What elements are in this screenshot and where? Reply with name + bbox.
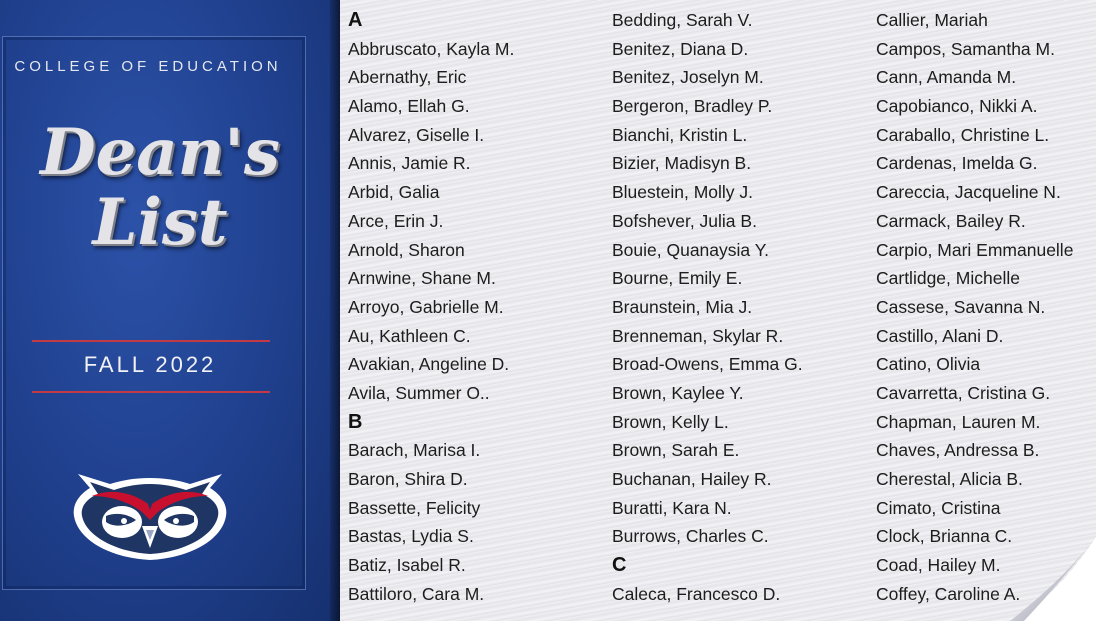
bottom-red-rule	[32, 391, 270, 393]
section-letter: A	[348, 9, 363, 31]
student-name: Callier, Mariah	[876, 10, 988, 30]
student-name: Broad-Owens, Emma G.	[612, 354, 803, 375]
student-name: Bizier, Madisyn B.	[612, 153, 752, 174]
term-label: FALL 2022	[83, 352, 217, 377]
student-name: Caleca, Francesco D.	[612, 583, 781, 604]
page-curl	[1010, 537, 1096, 621]
student-name: Abernathy, Eric	[348, 67, 467, 88]
student-name: Cardenas, Imelda G.	[876, 153, 1038, 174]
student-name: Brown, Sarah E.	[612, 440, 740, 461]
student-name: Caraballo, Christine L.	[876, 124, 1050, 145]
student-name: Bassette, Felicity	[348, 497, 481, 518]
student-name: Cann, Amanda M.	[876, 67, 1017, 88]
section-letter: C	[612, 554, 627, 577]
student-name: Clock, Brianna C.	[876, 526, 1013, 547]
student-name: Battiloro, Cara M.	[348, 583, 485, 604]
college-name: COLLEGE OF EDUCATION	[14, 58, 282, 75]
student-name: Cavarretta, Cristina G.	[876, 382, 1051, 403]
student-name: Benitez, Diana D.	[612, 38, 749, 59]
student-name: Carmack, Bailey R.	[876, 210, 1026, 231]
student-name: Annis, Jamie R.	[348, 153, 471, 174]
student-name: Arbid, Galia	[348, 182, 440, 203]
student-name: Bastas, Lydia S.	[348, 526, 474, 547]
student-name: Buratti, Kara N.	[612, 497, 732, 518]
student-name: Bouie, Quanaysia Y.	[612, 239, 769, 260]
student-name: Bluestein, Molly J.	[612, 182, 754, 203]
student-name: Arnold, Sharon	[348, 239, 465, 260]
name-column-3	[876, 6, 1073, 608]
student-name: Braunstein, Mia J.	[612, 296, 753, 317]
student-name: Catino, Olivia	[876, 354, 981, 375]
student-name: Bianchi, Kristin L.	[612, 124, 748, 145]
student-name: Chapman, Lauren M.	[876, 411, 1041, 432]
title-line-1: Dean's	[40, 115, 280, 190]
student-name: Cartlidge, Michelle	[876, 268, 1020, 289]
name-column-1	[348, 6, 514, 608]
student-name: Alamo, Ellah G.	[348, 96, 470, 117]
student-name: Capobianco, Nikki A.	[876, 96, 1038, 117]
student-name: Abbruscato, Kayla M.	[348, 38, 515, 59]
owl-logo-icon	[70, 470, 230, 562]
student-name: Carpio, Mari Emmanuelle	[876, 239, 1074, 260]
deans-list-title	[10, 115, 310, 260]
student-name: Brown, Kelly L.	[612, 411, 729, 432]
deans-list-panel	[340, 0, 1096, 621]
student-name: Bergeron, Bradley P.	[612, 96, 773, 117]
student-name: Chaves, Andressa B.	[876, 440, 1040, 461]
student-name: Burrows, Charles C.	[612, 526, 769, 547]
student-name: Campos, Samantha M.	[876, 38, 1055, 59]
student-name: Alvarez, Giselle I.	[348, 124, 485, 145]
student-name: Castillo, Alani D.	[876, 325, 1004, 346]
student-name: Cimato, Cristina	[876, 497, 1001, 518]
cover-panel	[0, 0, 340, 621]
student-name: Au, Kathleen C.	[348, 325, 471, 346]
student-name: Barach, Marisa I.	[348, 440, 481, 461]
student-name: Arce, Erin J.	[348, 210, 444, 231]
student-name: Cherestal, Alicia B.	[876, 469, 1023, 489]
student-name: Bedding, Sarah V.	[612, 10, 753, 30]
name-column-2	[612, 6, 803, 608]
student-name: Careccia, Jacqueline N.	[876, 182, 1061, 203]
student-name: Bourne, Emily E.	[612, 268, 743, 289]
student-name: Arnwine, Shane M.	[348, 268, 496, 289]
top-red-rule	[32, 340, 270, 342]
student-name: Buchanan, Hailey R.	[612, 469, 772, 489]
student-name: Brenneman, Skylar R.	[612, 325, 784, 346]
student-name: Batiz, Isabel R.	[348, 555, 466, 576]
student-name: Avakian, Angeline D.	[348, 354, 510, 375]
student-name: Avila, Summer O..	[348, 382, 490, 403]
section-letter: B	[348, 410, 363, 433]
student-name: Arroyo, Gabrielle M.	[348, 296, 504, 317]
student-name: Coffey, Caroline A.	[876, 583, 1021, 604]
student-name: Benitez, Joselyn M.	[612, 67, 764, 88]
student-name: Baron, Shira D.	[348, 469, 468, 489]
student-name: Bofshever, Julia B.	[612, 210, 757, 231]
student-name: Brown, Kaylee Y.	[612, 382, 744, 403]
student-name: Coad, Hailey M.	[876, 555, 1001, 576]
title-line-2: List	[92, 185, 228, 260]
student-name: Cassese, Savanna N.	[876, 296, 1046, 317]
